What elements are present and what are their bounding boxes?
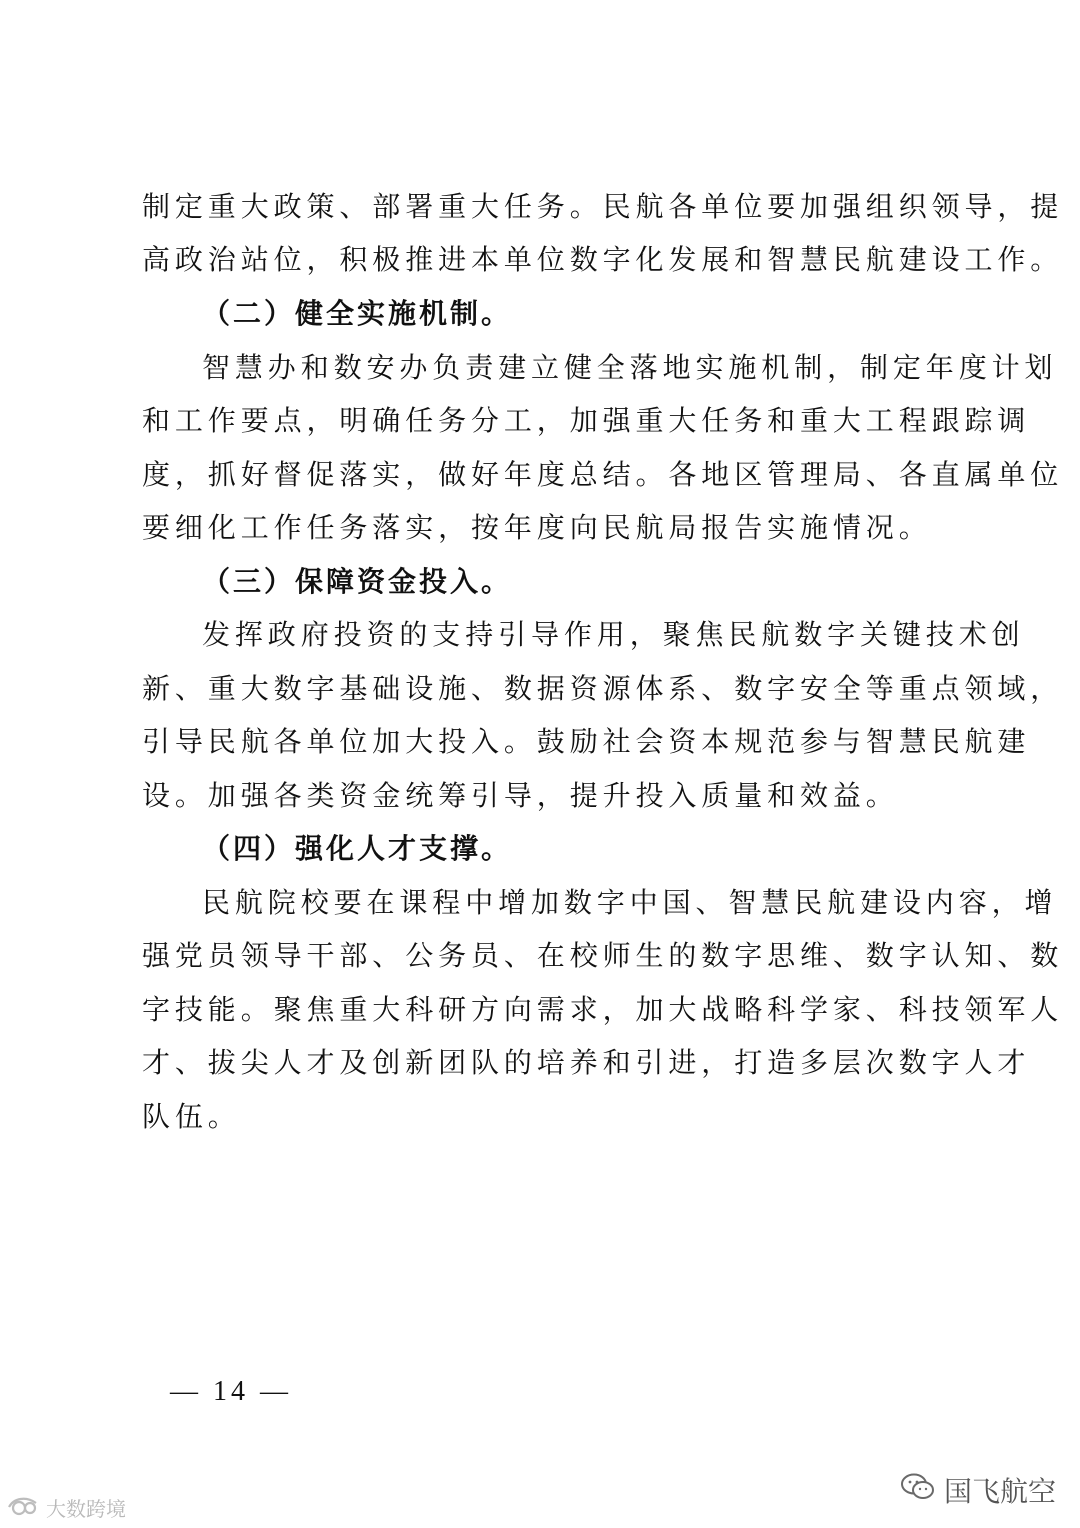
paragraph-first-line: 民航院校要在课程中增加数字中国、智慧民航建设内容，增	[202, 886, 1058, 919]
body-line: 引导民航各单位加大投入。鼓励社会资本规范参与智慧民航建	[142, 725, 1031, 758]
section-heading: （四）强化人才支撑。	[202, 832, 513, 865]
body-line: 制定重大政策、部署重大任务。民航各单位要加强组织领导，提	[142, 190, 1064, 223]
watermark-left	[6, 1492, 126, 1522]
body-line: 新、重大数字基础设施、数据资源体系、数字安全等重点领域，	[142, 672, 1064, 705]
watermark-right-text: 国飞航空	[944, 1475, 1057, 1508]
section-heading: （三）保障资金投入。	[202, 565, 513, 598]
body-line: 设。加强各类资金统筹引导，提升投入质量和效益。	[142, 779, 899, 812]
body-line: 队伍。	[142, 1100, 241, 1133]
body-line: 强党员领导干部、公务员、在校师生的数字思维、数字认知、数	[142, 939, 1064, 972]
body-line: 字技能。聚焦重大科研方向需求，加大战略科学家、科技领军人	[142, 993, 1064, 1026]
watermark-right	[900, 1470, 1056, 1510]
body-line: 高政治站位，积极推进本单位数字化发展和智慧民航建设工作。	[142, 243, 1064, 276]
section-heading: （二）健全实施机制。	[202, 297, 513, 330]
weibo-eye-icon	[6, 1493, 40, 1522]
wechat-icon	[900, 1472, 936, 1509]
paragraph-first-line: 发挥政府投资的支持引导作用，聚焦民航数字关键技术创	[202, 618, 1025, 651]
page-number: — 14 —	[170, 1376, 292, 1407]
body-line: 要细化工作任务落实，按年度向民航局报告实施情况。	[142, 511, 932, 544]
body-line: 才、拔尖人才及创新团队的培养和引进，打造多层次数字人才	[142, 1046, 1031, 1079]
body-line: 和工作要点，明确任务分工，加强重大任务和重大工程跟踪调	[142, 404, 1031, 437]
body-line: 度，抓好督促落实，做好年度总结。各地区管理局、各直属单位	[142, 458, 1064, 491]
watermark-left-text: 大数跨境	[46, 1496, 126, 1521]
paragraph-first-line: 智慧办和数安办负责建立健全落地实施机制，制定年度计划	[202, 351, 1058, 384]
